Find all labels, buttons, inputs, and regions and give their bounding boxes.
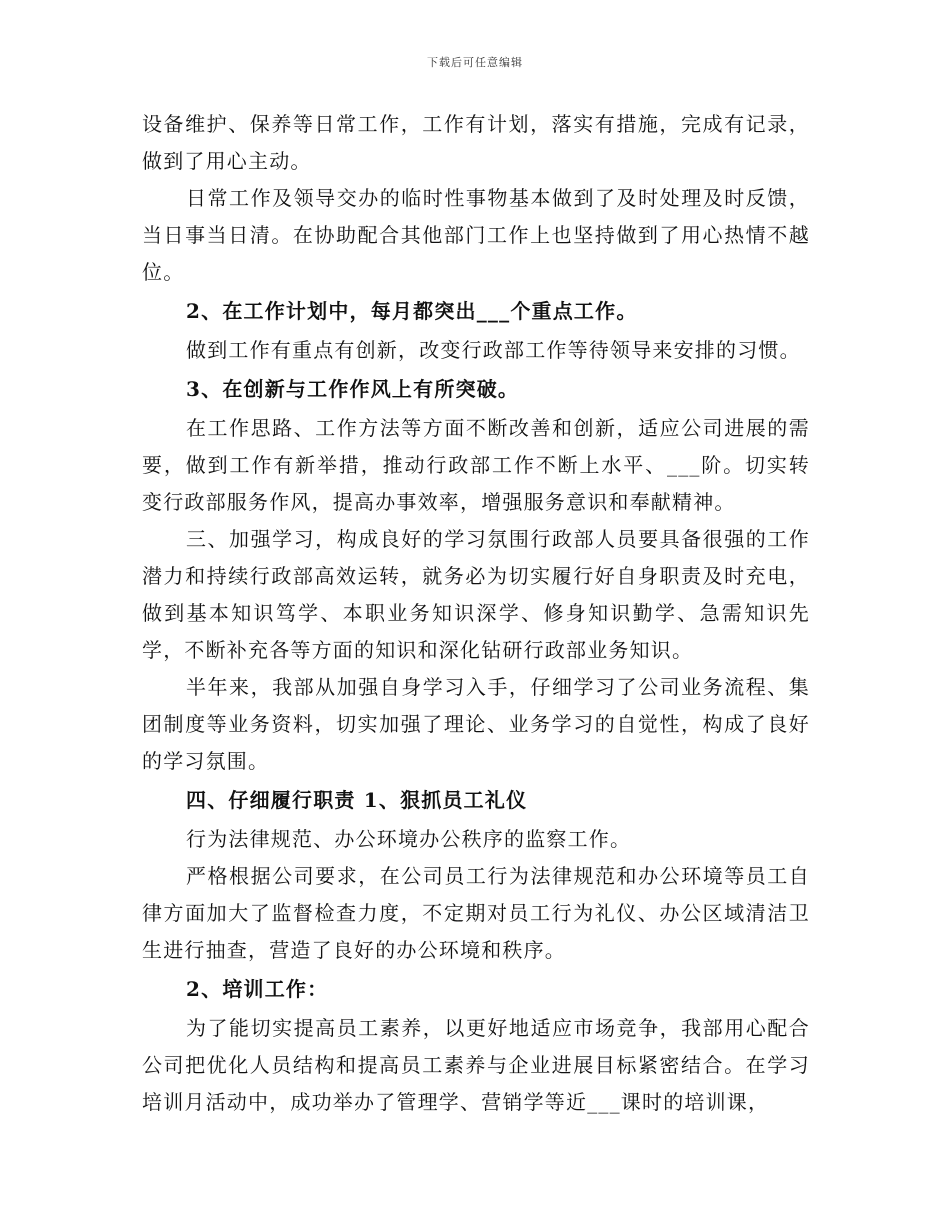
paragraph-daily-work: 日常工作及领导交办的临时性事物基本做到了及时处理及时反馈，当日事当日清。在协助配合其他部门工作上也坚持做到了用心热情不越位。 <box>142 186 810 284</box>
paragraph-conduct: 行为法律规范、办公环境办公秩序的监察工作。 <box>186 827 632 851</box>
paragraph-half-year: 半年来，我部从加强自身学习入手，仔细学习了公司业务流程、集团制度等业务资料，切实加强了理论、业务学习的自觉性，构成了良好的学习氛围。 <box>142 675 810 773</box>
paragraph-learning: 三、加强学习，构成良好的学习氛围行政部人员要具备很强的工作潜力和持续行政部高效运转，就务必为切实履行好自身职责及时充电，做到基本知识笃学、本职业务知识深学、修身知识勤学、急需知识先学，不断补充各等方面的知识和深化钻研行政部业务知识。 <box>142 527 810 662</box>
paragraph-inspection: 严格根据公司要求，在公司员工行为法律规范和办公环境等员工自律方面加大了监督检查力度，不定期对员工行为礼仪、办公区域清洁卫生进行抽查，营造了良好的办公环境和秩序。 <box>142 864 810 962</box>
heading-duties: 四、仔细履行职责 1、狠抓员工礼仪 <box>186 788 528 812</box>
heading-innovation: 3、在创新与工作作风上有所突破。 <box>186 377 520 401</box>
paragraph-key-work: 做到工作有重点有创新，改变行政部工作等待领导来安排的习惯。 <box>186 338 801 362</box>
paragraph-innovation: 在工作思路、工作方法等方面不断改善和创新，适应公司进展的需要，做到工作有新举措，推动行政部工作不断上水平、___阶。切实转变行政部服务作风，提高办事效率，增强服务意识和奉献精神。 <box>142 416 810 514</box>
heading-work-plan: 2、在工作计划中，每月都突出___个重点工作。 <box>186 299 638 323</box>
paragraph-training: 为了能切实提高员工素养，以更好地适应市场竞争，我部用心配合公司把优化人员结构和提高员工素养与企业进展目标紧密结合。在学习培训月活动中，成功举办了管理学、营销学等近___课时的培训课， <box>142 1016 810 1114</box>
document-body <box>142 106 810 1121</box>
heading-training: 2、培训工作： <box>186 977 329 1001</box>
paragraph-equipment-maintenance: 设备维护、保养等日常工作，工作有计划，落实有措施，完成有记录，做到了用心主动。 <box>142 112 810 173</box>
page-header-note: 下载后可任意编辑 <box>427 56 523 69</box>
